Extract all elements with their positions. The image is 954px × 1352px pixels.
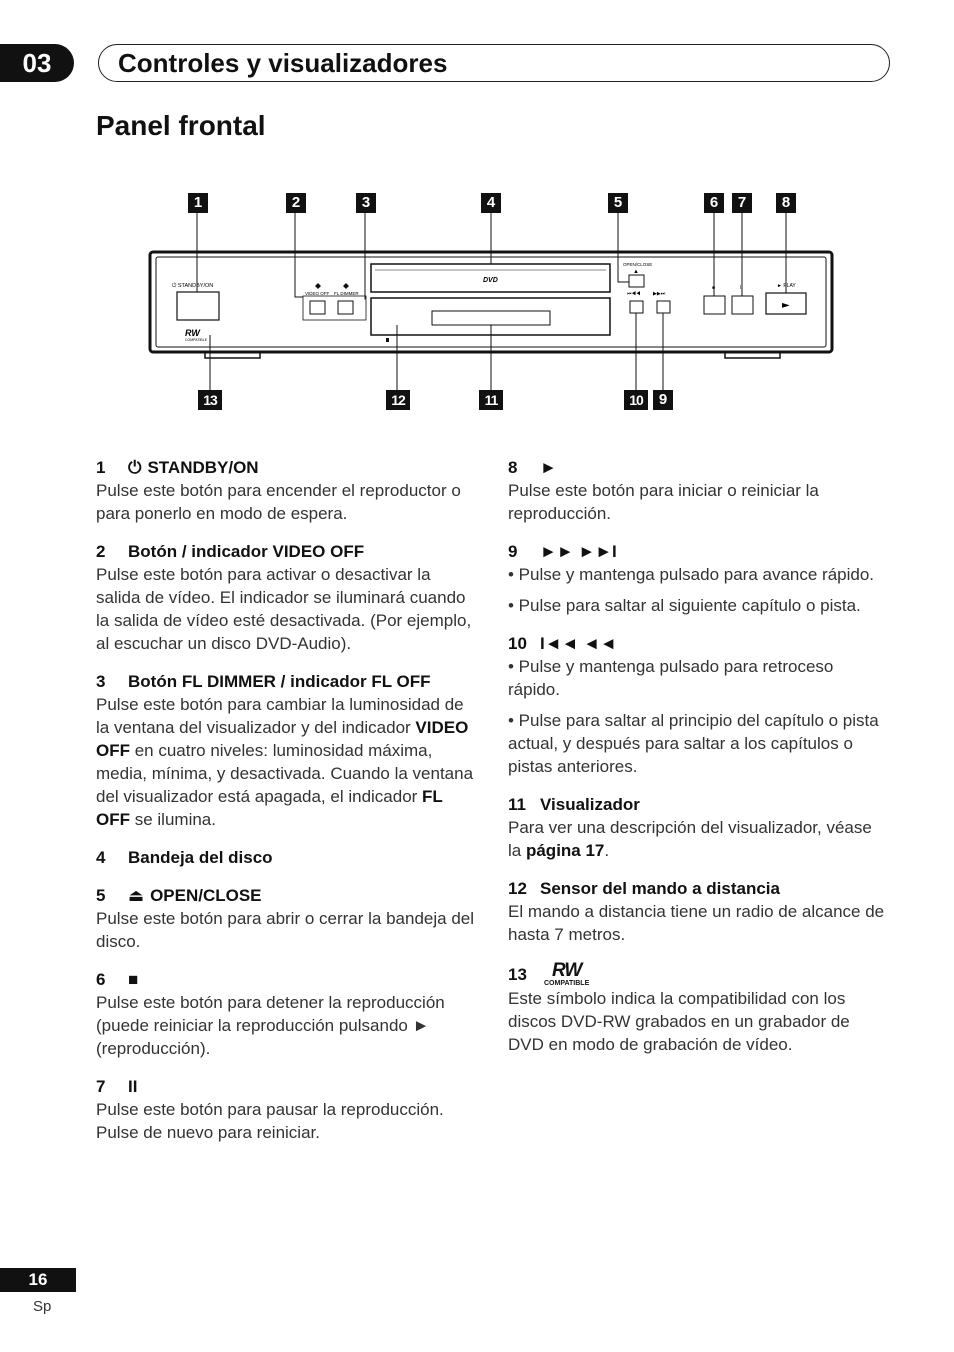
control-item-description: Pulse este botón para detener la reproducción (puede reiniciar la reproducción pulsando ► (reproducción).: [96, 993, 445, 1058]
callout-1: 1: [188, 193, 208, 213]
rw-compatible-logo: RW COMPATIBLE: [544, 960, 590, 987]
pause-button: [732, 296, 753, 314]
control-item-heading: [508, 632, 888, 655]
control-item-1: [96, 456, 476, 525]
control-item-8: [508, 456, 888, 525]
control-item-heading: [96, 540, 476, 563]
control-item-bullet: • Pulse y mantenga pulsado para avance rápido.: [508, 565, 875, 584]
control-item-description: Pulse este botón para activar o desactivar la salida de vídeo. El indicador se iluminará cuando la salida de vídeo esté desactivada. (Por ejemplo, al escuchar un disco DVD-Audio).: [96, 565, 472, 653]
control-item-heading: [96, 968, 476, 991]
control-item-bullet: • Pulse para saltar al principio del capítulo o pista actual, y después para saltar a los capítulos o pistas anteriores.: [508, 711, 879, 776]
language-code: Sp: [33, 1298, 52, 1315]
control-item-number: 2: [96, 542, 106, 561]
control-item-heading: [96, 456, 476, 479]
callout-2: 2: [286, 193, 306, 213]
control-symbol-icon: ⏻: [128, 458, 142, 477]
callout-10: 10: [624, 390, 648, 410]
dvd-logo: DVD: [483, 277, 498, 284]
section-title: Panel frontal: [96, 110, 266, 141]
control-item-10: [508, 632, 888, 778]
stop-icon: ■: [712, 285, 716, 291]
chapter-title: Controles y visualizadores: [118, 48, 448, 78]
control-item-7: [96, 1075, 476, 1144]
control-item-number: 12: [508, 879, 527, 898]
control-item-heading: [508, 540, 888, 563]
control-item-number: 9: [508, 542, 518, 561]
remote-sensor: [386, 338, 389, 342]
control-symbol-icon: ■: [128, 970, 139, 989]
control-item-number: 7: [96, 1077, 106, 1096]
control-item-3: [96, 670, 476, 831]
rw-logo-compat: COMPATIBLE: [185, 338, 208, 342]
control-item-description: Pulse este botón para abrir o cerrar la bandeja del disco.: [96, 909, 475, 951]
callout-6: 6: [704, 193, 724, 213]
control-item-heading: [508, 793, 888, 816]
control-item-heading: [96, 884, 476, 907]
descriptions-left-column: [96, 456, 476, 1159]
control-item-title: Visualizador: [540, 795, 640, 814]
fl-dimmer-label: FL DIMMER: [334, 291, 359, 296]
display-readout: [432, 311, 550, 325]
control-item-description: Pulse este botón para iniciar o reiniciar la reproducción.: [508, 481, 819, 523]
control-item-2: [96, 540, 476, 655]
control-item-bullet: • Pulse para saltar al siguiente capítulo o pista.: [508, 596, 861, 615]
control-item-title: Botón / indicador VIDEO OFF: [128, 542, 365, 561]
open-close-label: OPEN/CLOSE: [623, 262, 653, 267]
control-item-number: 6: [96, 970, 106, 989]
control-symbol-icon: I◄◄ ◄◄: [540, 634, 617, 653]
control-item-title: Bandeja del disco: [128, 848, 273, 867]
eject-icon: ▲: [633, 269, 639, 275]
callout-12: 12: [386, 390, 410, 410]
callout-9: 9: [653, 390, 673, 410]
control-item-description: Para ver una descripción del visualizador, véase la página 17.: [508, 818, 872, 860]
control-symbol-icon: II: [128, 1077, 138, 1096]
control-item-12: [508, 877, 888, 946]
rw-logo-label: RW: [185, 328, 200, 338]
play-icon: ►: [782, 300, 790, 311]
control-symbol-icon: ►► ►►I: [540, 542, 617, 561]
control-item-bullet: • Pulse y mantenga pulsado para retroceso rápido.: [508, 657, 834, 699]
callout-4: 4: [481, 193, 501, 213]
control-item-number: 1: [96, 458, 106, 477]
prev-button: [630, 301, 643, 313]
front-panel-illustration: [0, 180, 954, 430]
control-item-title: OPEN/CLOSE: [150, 886, 262, 905]
prev-icon: ⏮◀◀: [627, 291, 641, 297]
control-item-11: [508, 793, 888, 862]
control-symbol-icon: ⏏: [128, 886, 145, 905]
control-item-title: Botón FL DIMMER / indicador FL OFF: [128, 672, 431, 691]
control-item-number: 3: [96, 672, 106, 691]
control-item-number: 11: [508, 795, 526, 814]
open-close-button: [629, 275, 644, 287]
control-item-5: [96, 884, 476, 953]
control-item-6: [96, 968, 476, 1060]
callout-13: 13: [198, 390, 222, 410]
control-item-heading: [508, 877, 888, 900]
next-button: [657, 301, 670, 313]
descriptions-right-column: [508, 456, 888, 1071]
page-number: 16: [0, 1268, 76, 1292]
control-item-13: [508, 961, 888, 1056]
control-item-number: 4: [96, 848, 106, 867]
control-item-heading: [96, 670, 476, 693]
control-item-number: 5: [96, 886, 106, 905]
next-icon: ▶▶⏭: [653, 291, 666, 297]
front-panel-diagram: [0, 180, 954, 430]
control-item-description: El mando a distancia tiene un radio de alcance de hasta 7 metros.: [508, 902, 885, 944]
callout-8: 8: [776, 193, 796, 213]
pause-icon: II: [740, 285, 743, 291]
chapter-number-badge: 03: [0, 44, 74, 82]
control-item-heading: [96, 846, 476, 869]
control-item-number: 8: [508, 458, 518, 477]
control-item-heading: [508, 961, 888, 987]
standby-label: ⏻ STANDBY/ON: [172, 283, 214, 289]
control-symbol-icon: ►: [540, 458, 557, 477]
control-item-description: Pulse este botón para encender el reproductor o para ponerlo en modo de espera.: [96, 481, 461, 523]
standby-button: [177, 292, 219, 320]
callout-3: 3: [356, 193, 376, 213]
control-item-heading: [508, 456, 888, 479]
fl-dimmer-button: [338, 301, 353, 314]
control-item-4: [96, 846, 476, 869]
control-item-title: STANDBY/ON: [147, 458, 259, 477]
video-off-label: VIDEO OFF: [305, 291, 330, 296]
control-item-description: Pulse este botón para cambiar la luminosidad de la ventana del visualizador y del indicador VIDEO OFF en cuatro niveles: luminosidad máxima, media, mínima, y desactivada. Cuando la ventana del visualizador está apagada, el indicador FL OFF se ilumina.: [96, 695, 474, 829]
callout-5: 5: [608, 193, 628, 213]
control-item-description: Pulse este botón para pausar la reproducción. Pulse de nuevo para reiniciar.: [96, 1100, 444, 1142]
play-label: ► PLAY: [777, 283, 796, 289]
control-item-heading: [96, 1075, 476, 1098]
control-item-title: Sensor del mando a distancia: [540, 879, 780, 898]
callout-11: 11: [479, 390, 503, 410]
control-item-9: [508, 540, 888, 617]
control-item-number: 13: [508, 964, 527, 984]
control-item-description: Este símbolo indica la compatibilidad con los discos DVD-RW grabados en un grabador de DVD en modo de grabación de vídeo.: [508, 989, 850, 1054]
stop-button: [704, 296, 725, 314]
callout-7: 7: [732, 193, 752, 213]
video-off-button: [310, 301, 325, 314]
control-item-number: 10: [508, 634, 527, 653]
